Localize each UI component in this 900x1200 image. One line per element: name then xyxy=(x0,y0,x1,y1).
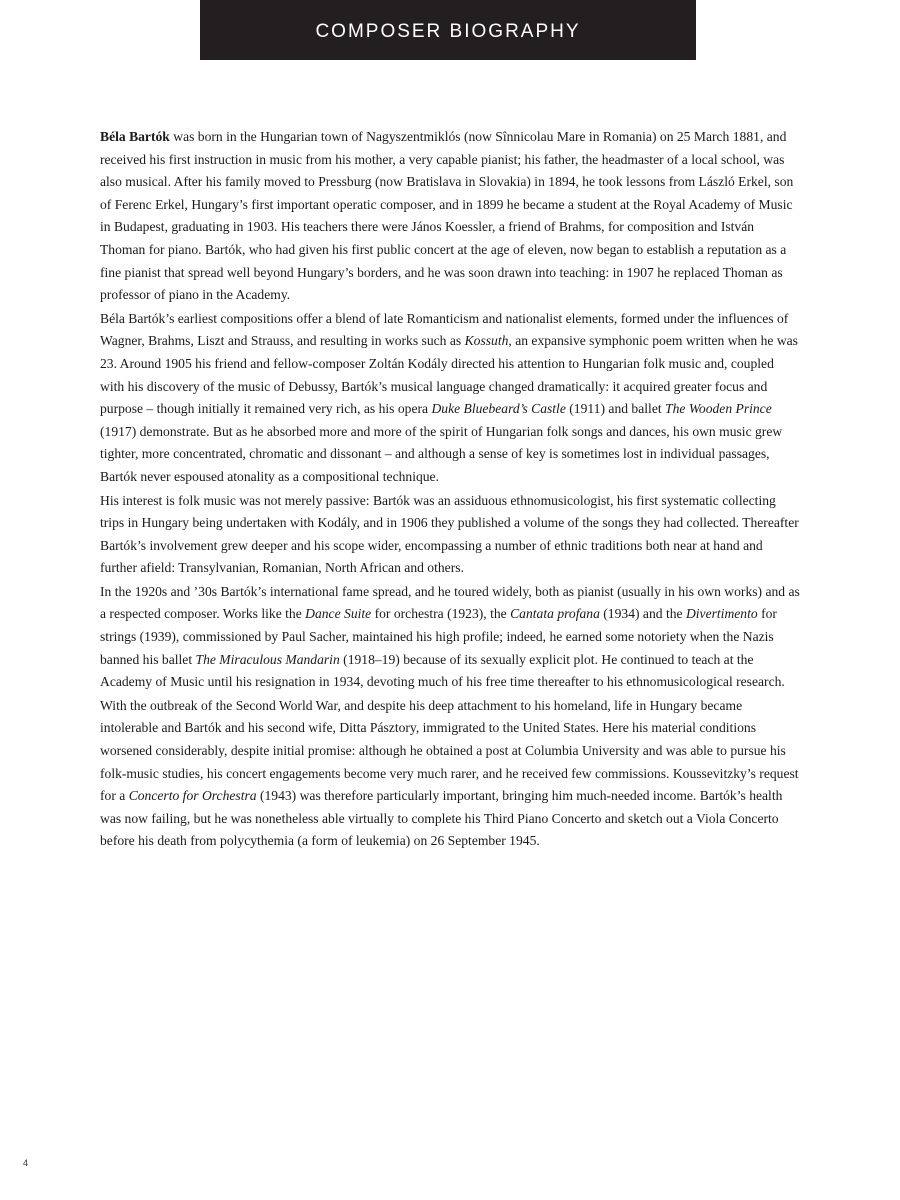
work-title: Duke Bluebeard’s Castle xyxy=(431,401,566,417)
work-title: Dance Suite xyxy=(305,606,372,622)
work-title: The Miraculous Mandarin xyxy=(195,651,340,667)
work-title: Cantata profana xyxy=(510,606,600,622)
run: was born in the Hungarian town of Nagyszentmiklós (now Sînnicolau Mare in Romania) on 25 March 1881, and received his first instruction in music from his mother, a very capable pianist; his father, the headmaster of a local school, was also musical. After his family moved to Pressburg (now Bratislava in Slovakia) in 1894, he took lessons from László Erkel, son of Ferenc Erkel, Hungary’s first important operatic composer, and in 1899 he became a student at the Royal Academy of Music in Budapest, graduating in 1903. His teachers there were János Koessler, a friend of Brahms, for composition and István Thoman for piano. Bartók, who had given his first public concert at the age of eleven, now began to establish a reputation as a fine pianist that spread well beyond Hungary’s borders, and he was soon drawn into teaching: in 1907 he replaced Thoman as professor of piano in the Academy. xyxy=(100,129,794,303)
work-title: The Wooden Prince xyxy=(665,401,772,417)
paragraph-4 xyxy=(100,581,800,694)
paragraph-1 xyxy=(100,126,800,307)
paragraph-2 xyxy=(100,308,800,489)
page-number: 4 xyxy=(23,1158,29,1168)
run: for orchestra (1923), the xyxy=(371,606,511,622)
run: With the outbreak of the Second World War, and despite his deep attachment to his homeland, life in Hungary became intolerable and Bartók and his second wife, Ditta Pásztory, immigrated to the United States. Here his material conditions worsened considerably, despite initial promise: although he obtained a post at Columbia University and was able to pursue his folk-music studies, his concert engagements become very much rarer, and he received few commissions. Koussevitzky’s request for a xyxy=(100,697,799,804)
page-title: COMPOSER BIOGRAPHY xyxy=(315,21,581,42)
run: Béla Bartók’s earliest compositions offer a blend of late Romanticism and nationalist elements, formed under the influences of Wagner, Brahms, Liszt and Strauss, and resulting in works such as xyxy=(100,310,789,349)
header-band xyxy=(200,0,696,60)
paragraph-3 xyxy=(100,490,800,580)
run: for strings (1939), commissioned by Paul Sacher, maintained his high profile; indeed, he earned some notoriety when the Nazis banned his ballet xyxy=(100,606,777,667)
run: , an expansive symphonic poem written when he was 23. Around 1905 his friend and fellow-composer Zoltán Kodály directed his attention to Hungarian folk music and, coupled with his discovery of the music of Debussy, Bartók’s musical language changed dramatically: it acquired greater focus and purpose – though initially it remained very rich, as his opera xyxy=(100,333,798,417)
run: Béla Bartók xyxy=(100,129,170,144)
run: (1943) was therefore particularly important, bringing him much-needed income. Bartók’s health was now failing, but he was nonetheless able virtually to complete his Third Piano Concerto and sketch out a Viola Concerto before his death from polycythemia (a form of leukemia) on 26 September 1945. xyxy=(100,788,783,849)
work-title: Kossuth xyxy=(464,333,509,349)
biography-text xyxy=(100,126,800,854)
run: (1917) demonstrate. But as he absorbed more and more of the spirit of Hungarian folk songs and dances, his own music grew tighter, more concentrated, chromatic and dissonant – and although a sense of key is sometimes lost in individual passages, Bartók never espoused atonality as a compositional technique. xyxy=(100,423,783,484)
run: (1918–19) because of its sexually explicit plot. He continued to teach at the Academy of Music until his resignation in 1934, devoting much of his free time thereafter to his ethnomusicological research. xyxy=(100,651,785,690)
run: In the 1920s and ’30s Bartók’s international fame spread, and he toured widely, both as pianist (usually in his own works) and as a respected composer. Works like the xyxy=(100,583,800,622)
paragraph-5 xyxy=(100,695,800,853)
run: His interest is folk music was not merely passive: Bartók was an assiduous ethnomusicologist, his first systematic collecting trips in Hungary being undertaken with Kodály, and in 1906 they published a volume of the songs they had collected. Thereafter Bartók’s involvement grew deeper and his scope wider, encompassing a number of ethnic traditions both near at hand and further afield: Transylvanian, Romanian, North African and others. xyxy=(100,492,799,576)
work-title: Concerto for Orchestra xyxy=(128,788,257,804)
run: (1911) and ballet xyxy=(565,401,666,417)
work-title: Divertimento xyxy=(685,606,758,622)
run: (1934) and the xyxy=(599,606,686,622)
